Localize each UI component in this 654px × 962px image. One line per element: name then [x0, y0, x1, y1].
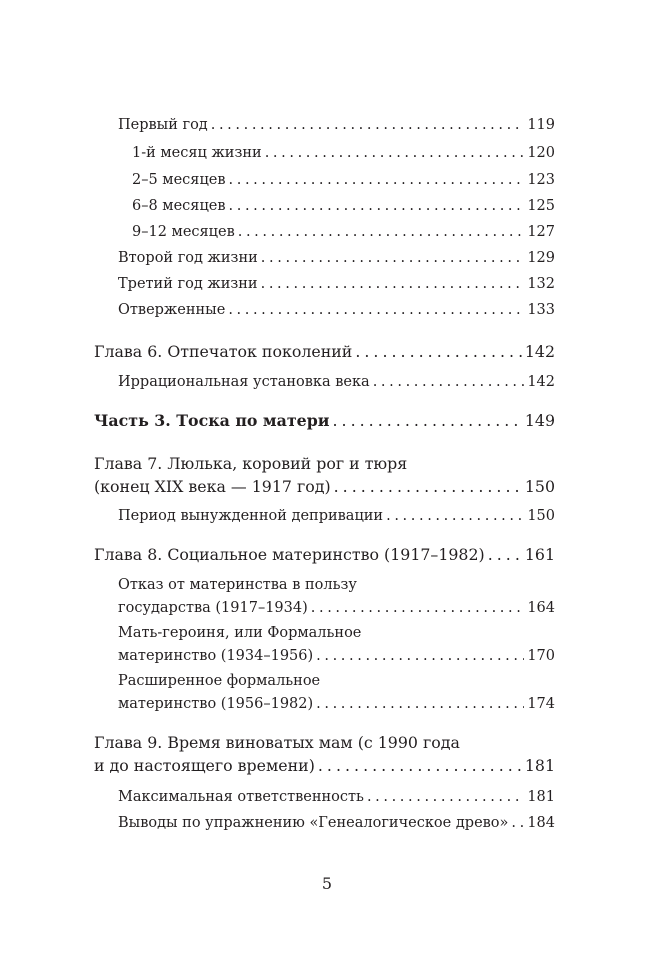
dot-leader	[229, 195, 525, 218]
toc-entry-page: 123	[527, 172, 555, 188]
dot-leader	[261, 273, 525, 296]
toc-part[interactable]	[94, 409, 555, 432]
toc-entry-page: 184	[527, 815, 555, 831]
toc-entry-title-line1: Глава 7. Люлька, коровий рог и тюря	[94, 454, 408, 473]
dot-leader	[334, 475, 522, 498]
dot-leader	[488, 543, 522, 566]
dot-leader	[373, 371, 525, 394]
toc-entry[interactable]	[118, 505, 555, 528]
toc-chapter[interactable]	[94, 731, 555, 777]
toc-entry[interactable]	[118, 622, 555, 668]
toc-entry-title: Глава 6. Отпечаток поколений	[94, 342, 353, 361]
toc-entry-title-line1: Мать-героиня, или Формальное	[118, 625, 362, 641]
toc-entry-page: 142	[527, 374, 555, 390]
toc-entry-title: 2–5 месяцев	[132, 172, 226, 188]
toc-entry-page: 132	[527, 276, 555, 292]
toc-entry[interactable]	[118, 299, 555, 322]
toc-entry-title: 6–8 месяцев	[132, 198, 226, 214]
toc-entry-title: Глава 8. Социальное материнство (1917–1982)	[94, 545, 485, 564]
toc-entry-title: 9–12 месяцев	[132, 224, 235, 240]
toc-entry-page: 119	[527, 117, 555, 133]
dot-leader	[261, 247, 525, 270]
dot-leader	[211, 114, 525, 137]
toc-entry-title: Выводы по упражнению «Генеалогическое древо»	[118, 815, 509, 831]
toc-entry-title: Иррациональная установка века	[118, 374, 370, 390]
toc-entry-page: 127	[527, 224, 555, 240]
dot-leader	[316, 645, 524, 668]
toc-entry-title: Первый год	[118, 117, 208, 133]
toc-entry[interactable]	[118, 114, 555, 137]
toc-entry-page: 174	[527, 696, 555, 712]
toc-entry-title-line2: материнство (1934–1956)	[118, 648, 314, 664]
dot-leader	[316, 693, 524, 716]
toc-entry-title: Второй год жизни	[118, 250, 258, 266]
toc-entry[interactable]	[132, 169, 555, 192]
dot-leader	[355, 340, 522, 363]
dot-leader	[311, 597, 525, 620]
toc-entry-title-line2: (конец XIX века — 1917 год)	[94, 477, 331, 496]
dot-leader	[228, 299, 524, 322]
toc-entry-page: 120	[527, 145, 555, 161]
toc-chapter[interactable]	[94, 340, 555, 363]
toc-entry[interactable]	[118, 574, 555, 620]
dot-leader	[367, 786, 524, 809]
toc-entry[interactable]	[132, 195, 555, 218]
toc-entry-page: 164	[527, 600, 555, 616]
toc-entry-title: 1-й месяц жизни	[132, 145, 262, 161]
toc-entry-page: 181	[524, 756, 555, 775]
toc-entry-title: Часть 3. Тоска по матери	[94, 411, 330, 430]
toc-entry-title-line1: Отказ от материнства в пользу	[118, 577, 357, 593]
toc-entry-page: 150	[524, 477, 555, 496]
toc-entry[interactable]	[118, 247, 555, 270]
toc-entry-title-line1: Глава 9. Время виноватых мам (с 1990 года	[94, 733, 460, 752]
toc-chapter[interactable]	[94, 452, 555, 498]
toc-entry[interactable]	[118, 786, 555, 809]
toc-entry-page: 149	[524, 411, 555, 430]
page-number: 5	[321, 874, 333, 893]
dot-leader	[229, 169, 525, 192]
dot-leader	[265, 142, 525, 165]
toc-entry[interactable]	[132, 142, 555, 165]
toc-entry[interactable]	[118, 371, 555, 394]
toc-entry-title: Период вынужденной депривации	[118, 508, 384, 524]
dot-leader	[318, 754, 522, 777]
toc-entry-page: 181	[527, 789, 555, 805]
toc-entry-title-line2: материнство (1956–1982)	[118, 696, 314, 712]
dot-leader	[511, 812, 524, 835]
toc-chapter[interactable]	[94, 543, 555, 566]
toc-entry-page: 170	[527, 648, 555, 664]
toc-entry-title: Третий год жизни	[118, 276, 258, 292]
toc-entry-page: 150	[527, 508, 555, 524]
toc-entry-page: 161	[524, 545, 555, 564]
toc-entry-title: Отверженные	[118, 302, 226, 318]
toc-entry[interactable]	[118, 670, 555, 716]
dot-leader	[386, 505, 524, 528]
toc-entry-title-line2: государства (1917–1934)	[118, 600, 308, 616]
toc-entry-page: 129	[527, 250, 555, 266]
toc-entry-page: 142	[524, 342, 555, 361]
dot-leader	[333, 409, 522, 432]
toc-entry[interactable]	[132, 221, 555, 244]
toc-entry[interactable]	[118, 273, 555, 296]
toc-entry-page: 125	[527, 198, 555, 214]
toc-entry[interactable]	[118, 812, 555, 835]
toc-entry-title: Максимальная ответственность	[118, 789, 364, 805]
toc-entry-title-line2: и до настоящего времени)	[94, 756, 315, 775]
toc-entry-title-line1: Расширенное формальное	[118, 673, 321, 689]
dot-leader	[238, 221, 525, 244]
toc-entry-page: 133	[527, 302, 555, 318]
